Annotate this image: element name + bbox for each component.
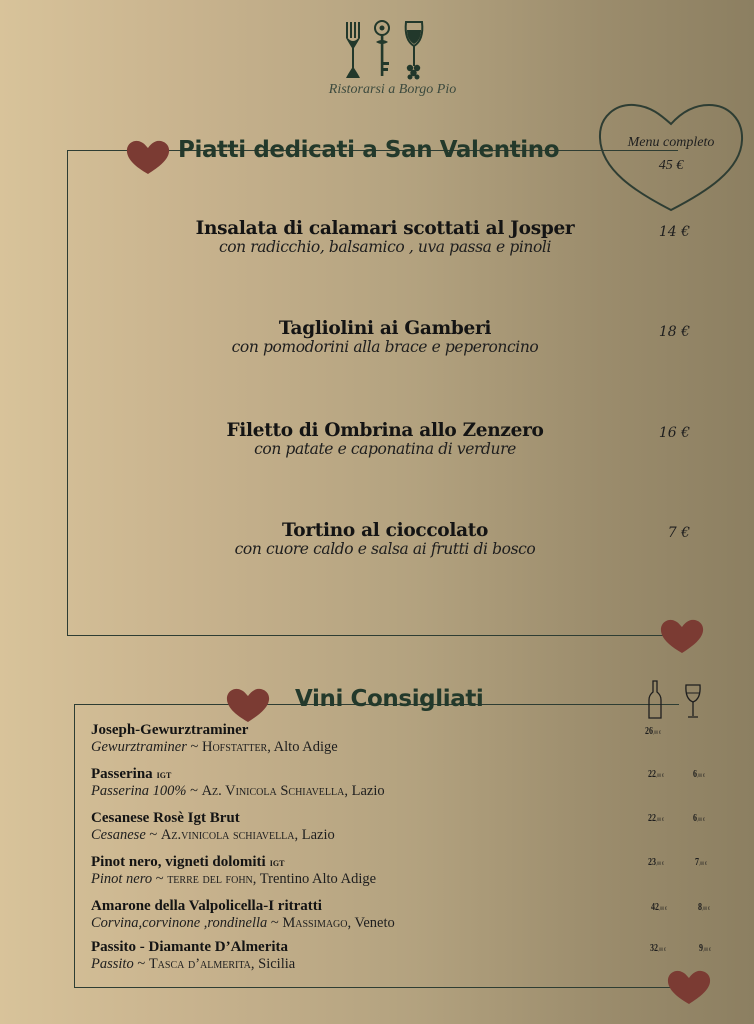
wine-grape: Passerina 100% <box>91 783 187 799</box>
wine-region: , Lazio <box>344 783 385 799</box>
bottle-price-value: 22 <box>648 769 656 780</box>
dish-name: Tagliolini ai Gamberi <box>278 318 492 339</box>
price-suffix: ,00 € <box>699 862 707 867</box>
price-suffix: ,00 € <box>656 862 664 867</box>
wine-separator: ~ <box>152 871 168 887</box>
wine-separator: ~ <box>186 783 202 799</box>
menu-completo-price: 45 € <box>658 158 684 173</box>
wine-glass-price <box>695 857 707 868</box>
restaurant-logo <box>340 18 430 80</box>
heart-icon <box>658 617 706 655</box>
wine-separator: ~ <box>145 827 161 843</box>
wine-producer: Az. Vinicola Schiavella <box>201 783 345 799</box>
dish-description: con cuore caldo e salsa ai frutti di bosco <box>234 540 536 558</box>
wine-grape: Passito <box>91 956 134 972</box>
wine-separator: ~ <box>267 915 283 931</box>
glass-price-value: 9 <box>699 943 703 954</box>
wine-region: , Trentino Alto Adige <box>252 871 377 887</box>
wine-region: , Veneto <box>347 915 395 931</box>
wine-bottle-price <box>650 943 666 954</box>
heart-icon <box>224 686 272 724</box>
wine-tag: igt <box>156 767 172 781</box>
price-suffix: ,00 € <box>653 731 661 736</box>
dish-description: con patate e caponatina di verdure <box>254 440 516 458</box>
wine-bottle-price <box>651 902 667 913</box>
heart-icon <box>665 968 713 1006</box>
wine-name: Amarone della Valpolicella-I ritratti <box>91 898 322 914</box>
wine-grape: Corvina,corvinone ,rondinella <box>91 915 268 931</box>
dish-price: 16 € <box>658 425 690 441</box>
price-suffix: ,00 € <box>702 907 710 912</box>
price-suffix: ,00 € <box>658 948 666 953</box>
wine-grape: Gewurztraminer <box>91 739 187 755</box>
wine-name: Passito - Diamante D’Almerita <box>91 939 289 955</box>
glass-price-value: 8 <box>698 902 702 913</box>
heart-icon <box>124 138 172 176</box>
wine-region: , Alto Adige <box>267 739 338 755</box>
price-suffix: ,00 € <box>656 774 664 779</box>
wine-region: , Lazio <box>294 827 335 843</box>
wine-bottle-price <box>648 813 664 824</box>
wine-bottle-price <box>648 857 664 868</box>
wine-producer: Tasca d’almerita <box>148 956 251 972</box>
key-icon <box>375 21 389 76</box>
glass-price-value: 6 <box>693 813 697 824</box>
bottle-price-value: 26 <box>645 726 653 737</box>
wine-item <box>91 854 651 888</box>
bottle-icon <box>647 680 663 720</box>
wines-section-title: Vini Consigliati <box>295 686 484 712</box>
wine-name: Cesanese Rosè Igt Brut <box>91 810 240 826</box>
bottle-price-value: 23 <box>648 857 656 868</box>
restaurant-tagline: Ristorarsi a Borgo Pio <box>328 82 457 97</box>
wine-name: Joseph-Gewurztraminer <box>91 722 249 738</box>
wine-item <box>91 898 651 932</box>
dish-description: con radicchio, balsamico , uva passa e pinoli <box>218 238 552 256</box>
wine-glass-price <box>698 902 710 913</box>
wine-item <box>91 810 651 844</box>
price-suffix: ,00 € <box>703 948 711 953</box>
wine-glass-price <box>693 813 705 824</box>
wine-bottle-price <box>645 726 661 737</box>
price-suffix: ,00 € <box>697 774 705 779</box>
price-suffix: ,00 € <box>656 818 664 823</box>
dish-price: 7 € <box>667 525 690 541</box>
dish-name: Insalata di calamari scottati al Josper <box>195 218 575 239</box>
wine-tag: igt <box>269 855 285 869</box>
wine-item <box>91 939 651 973</box>
wine-name: Pinot nero, vigneti dolomiti <box>91 854 266 870</box>
wine-producer: Hofstatter <box>201 739 268 755</box>
dish-item <box>150 318 620 356</box>
wine-separator: ~ <box>186 739 202 755</box>
wine-glass-price <box>693 769 705 780</box>
glass-price-value: 7 <box>695 857 699 868</box>
price-suffix: ,00 € <box>697 818 705 823</box>
wine-bottle-price <box>648 769 664 780</box>
wine-producer: Az.vinicola schiavella <box>160 827 295 843</box>
wine-separator: ~ <box>133 956 149 972</box>
bottle-price-value: 42 <box>651 902 659 913</box>
dish-description: con pomodorini alla brace e peperoncino <box>231 338 539 356</box>
dish-item <box>150 420 620 458</box>
valentine-section-title: Piatti dedicati a San Valentino <box>178 137 560 163</box>
dish-name: Tortino al cioccolato <box>281 520 489 541</box>
dish-price: 18 € <box>658 324 690 340</box>
wine-item <box>91 722 651 756</box>
wine-grape: Pinot nero <box>91 871 153 887</box>
wine-glass-icon <box>406 22 423 80</box>
glass-price-value: 6 <box>693 769 697 780</box>
wine-region: , Sicilia <box>250 956 296 972</box>
wine-name: Passerina <box>91 766 153 782</box>
price-suffix: ,00 € <box>659 907 667 912</box>
wine-producer: Massimago <box>282 915 348 931</box>
bottle-price-value: 32 <box>650 943 658 954</box>
wine-glass-price <box>699 943 711 954</box>
wine-item <box>91 766 651 800</box>
dish-item <box>150 520 620 558</box>
dish-price: 14 € <box>658 224 690 240</box>
menu-completo-label: Menu completo <box>627 135 715 150</box>
dish-item <box>150 218 620 256</box>
glass-icon <box>684 683 702 719</box>
wine-producer: terre del fohn <box>167 871 253 887</box>
wine-grape: Cesanese <box>91 827 146 843</box>
dish-name: Filetto di Ombrina allo Zenzero <box>226 420 544 441</box>
bottle-price-value: 22 <box>648 813 656 824</box>
fork-icon <box>346 22 360 78</box>
